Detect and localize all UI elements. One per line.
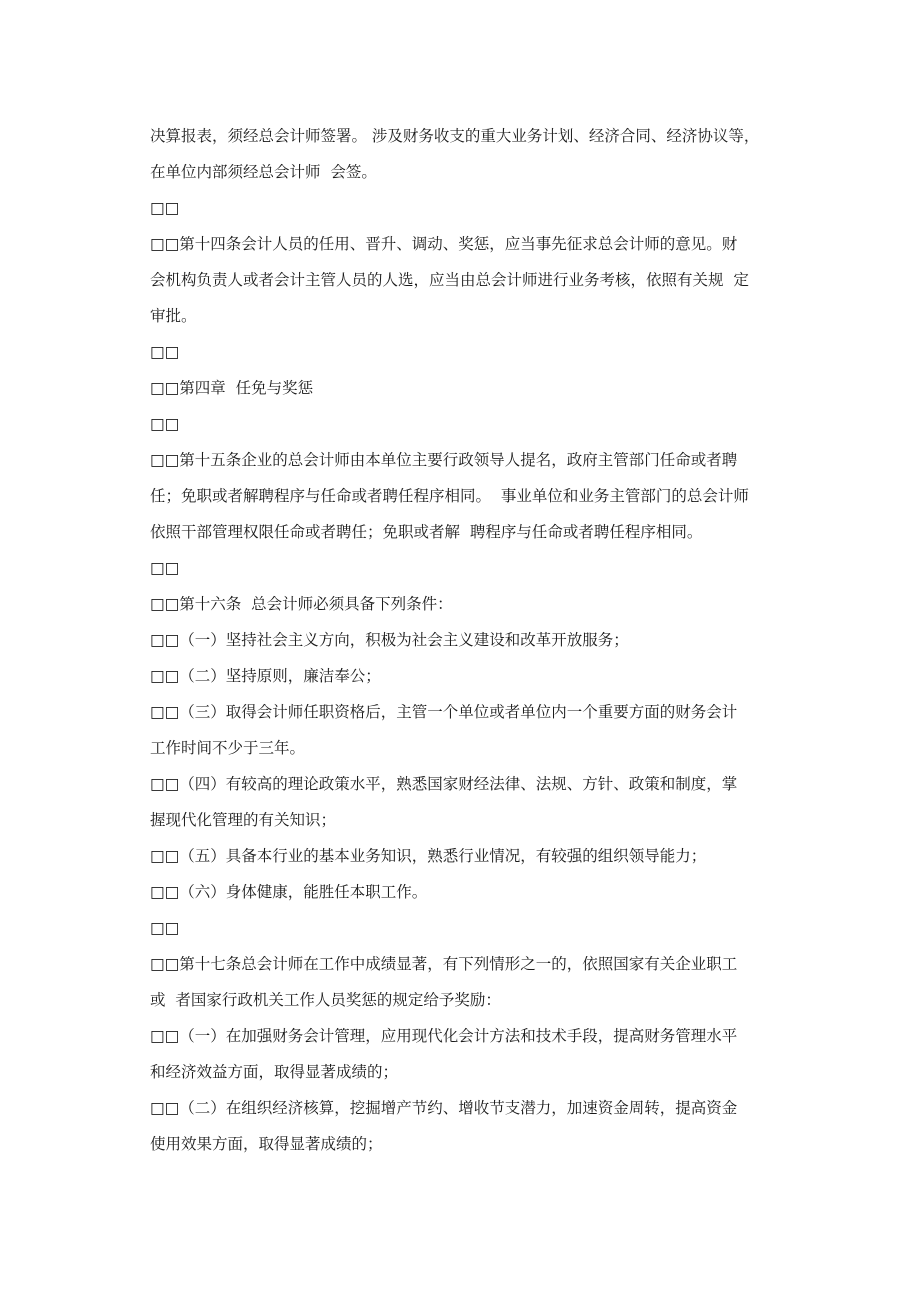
text-line: □□第十六条 总会计师必须具备下列条件： [150, 595, 453, 613]
text-line: □□第十四条会计人员的任用、晋升、调动、奖惩，应当事先征求总会计师的意见。财 [150, 235, 738, 253]
text-line: 在单位内部须经总会计师 会签。 [150, 163, 377, 181]
text-line: 握现代化管理的有关知识； [150, 811, 337, 829]
text-line: □□（三）取得会计师任职资格后，主管一个单位或者单位内一个重要方面的财务会计 [150, 703, 738, 721]
text-line: □□ [150, 559, 180, 577]
text-line: □□（五）具备本行业的基本业务知识，熟悉行业情况，有较强的组织领导能力； [150, 847, 707, 865]
text-line: 会机构负责人或者会计主管人员的人选，应当由总会计师进行业务考核，依照有关规 定 [150, 271, 749, 289]
text-line: □□（四）有较高的理论政策水平，熟悉国家财经法律、法规、方针、政策和制度，掌 [150, 775, 738, 793]
text-line: 工作时间不少于三年。 [150, 739, 306, 757]
text-line: 和经济效益方面，取得显著成绩的； [150, 1063, 399, 1081]
text-line: □□（二）坚持原则，廉洁奉公； [150, 667, 381, 685]
text-line: □□ [150, 199, 180, 217]
text-line: □□第十五条企业的总会计师由本单位主要行政领导人提名，政府主管部门任命或者聘 [150, 451, 738, 469]
text-line: □□ [150, 343, 180, 361]
text-line: 审批。 [150, 307, 197, 325]
chapter-heading: □□第四章 任免与奖惩 [150, 379, 314, 397]
text-line: 使用效果方面，取得显著成绩的； [150, 1135, 383, 1153]
text-line: □□（一）坚持社会主义方向，积极为社会主义建设和改革开放服务； [150, 631, 629, 649]
document-body [150, 118, 780, 1162]
text-line: 任；免职或者解聘程序与任命或者聘任程序相同。 事业单位和业务主管部门的总会计师 [150, 487, 749, 505]
text-line: □□（一）在加强财务会计管理，应用现代化会计方法和技术手段，提高财务管理水平 [150, 1027, 738, 1045]
text-line: □□ [150, 415, 180, 433]
text-line: □□（二）在组织经济核算，挖掘增产节约、增收节支潜力，加速资金周转，提高资金 [150, 1099, 738, 1117]
text-line: 决算报表，须经总会计师签署。 涉及财务收支的重大业务计划、经济合同、经济协议等， [150, 127, 760, 145]
text-line: □□（六）身体健康，能胜任本职工作。 [150, 883, 428, 901]
text-line: □□第十七条总会计师在工作中成绩显著，有下列情形之一的，依照国家有关企业职工 [150, 955, 738, 973]
text-line: 或 者国家行政机关工作人员奖惩的规定给予奖励： [150, 991, 501, 1009]
text-line: □□ [150, 919, 180, 937]
text-line: 依照干部管理权限任命或者聘任；免职或者解 聘程序与任命或者聘任程序相同。 [150, 523, 703, 541]
